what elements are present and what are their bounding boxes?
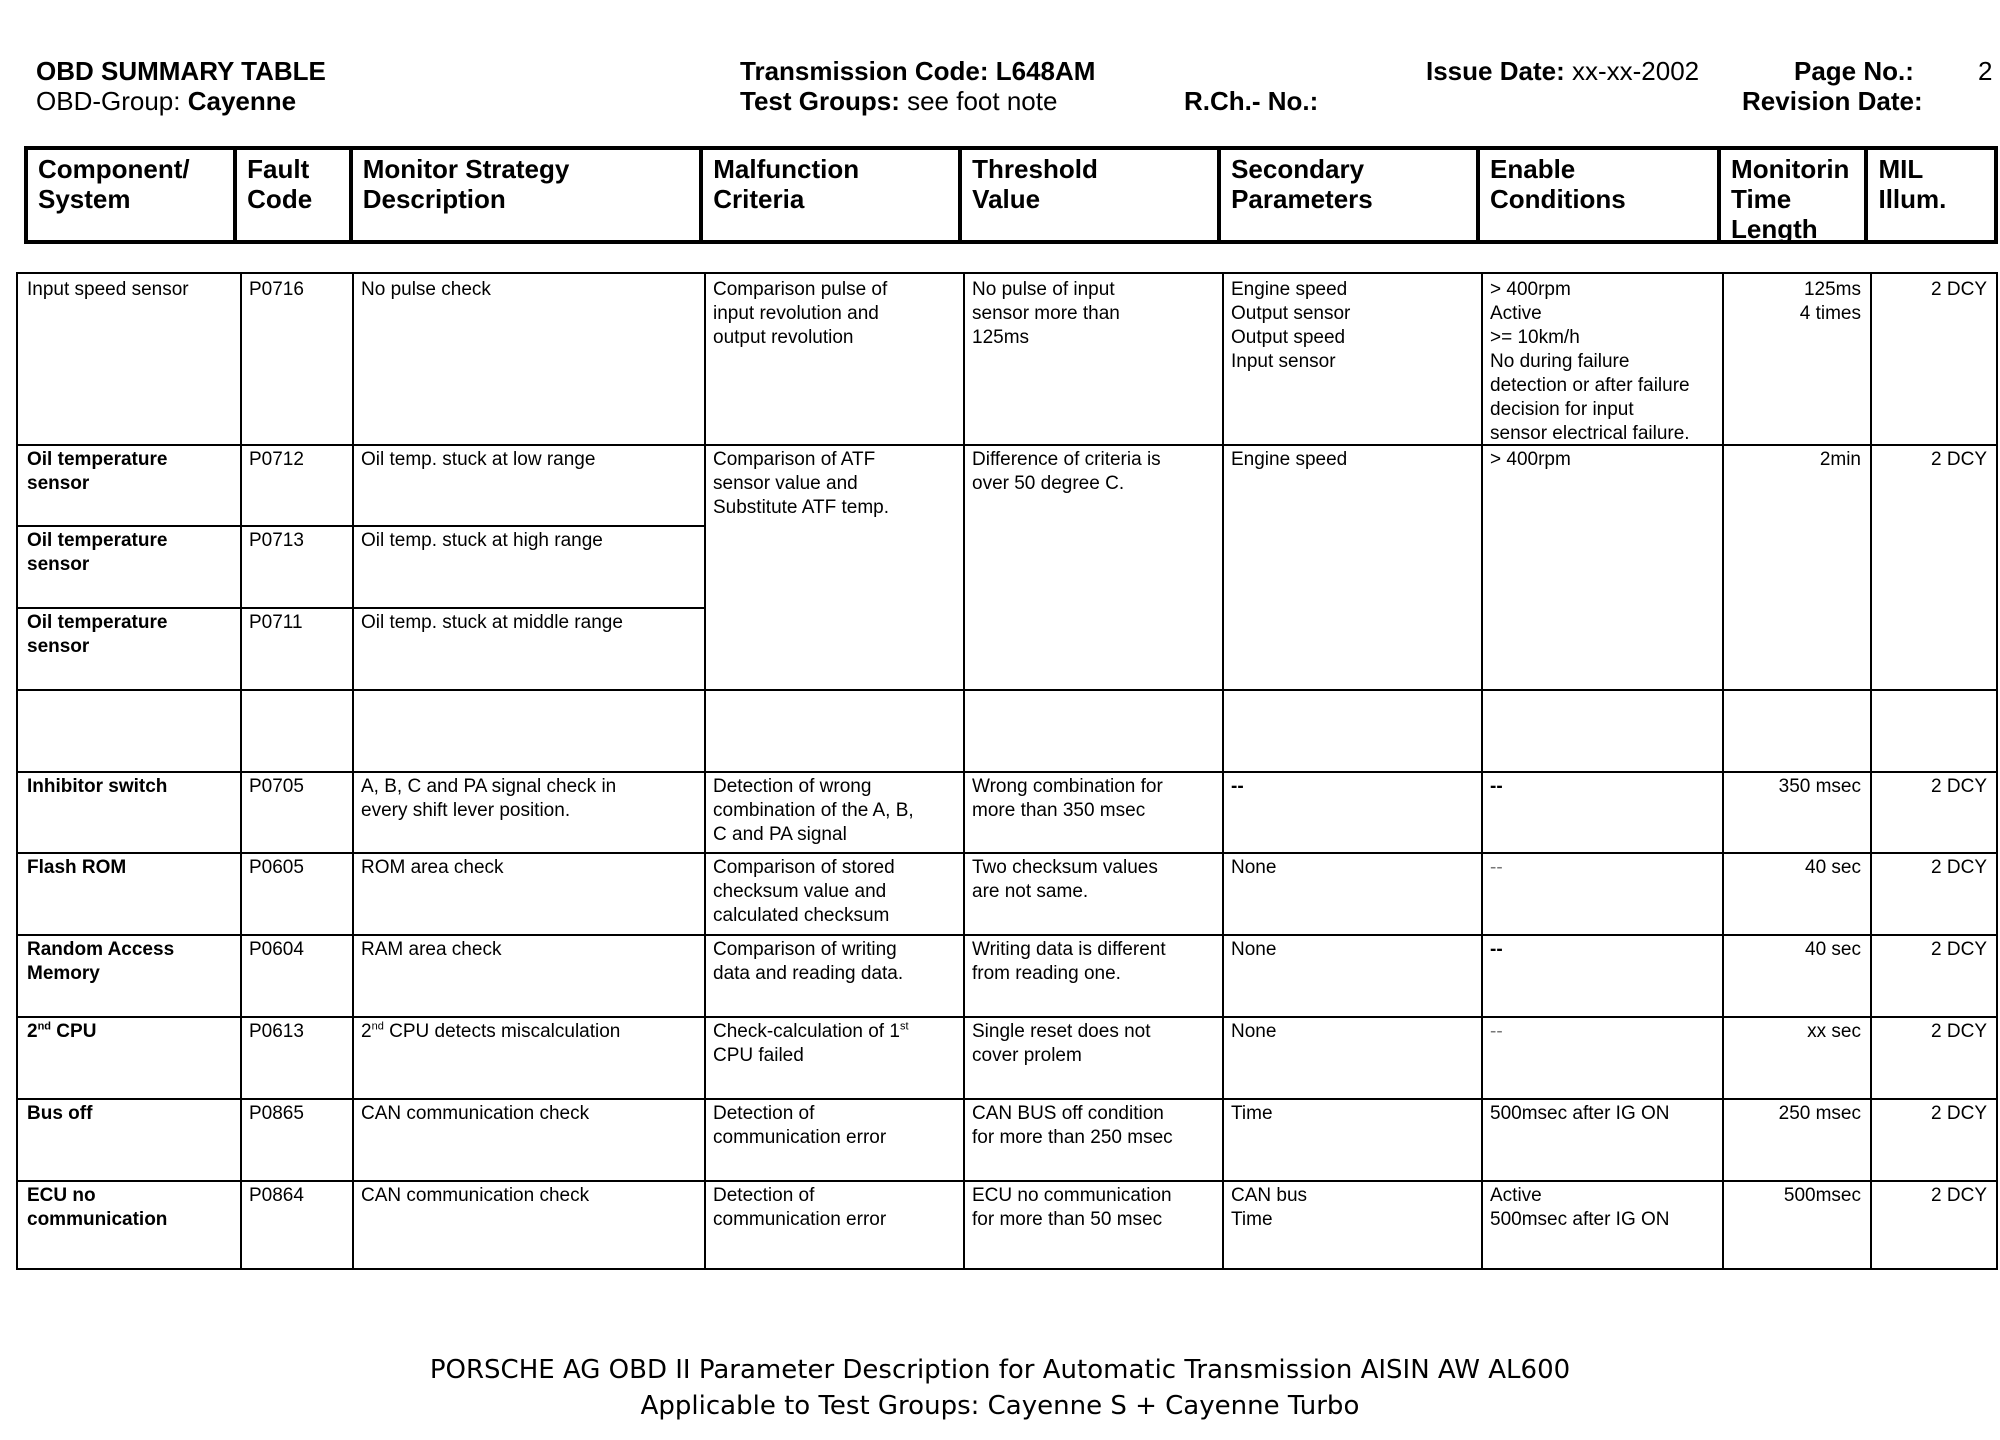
cell-monitor: RAM area check xyxy=(361,939,502,960)
issue-date-label: Issue Date: xyxy=(1426,56,1565,86)
cell-enable: -- xyxy=(1490,776,1503,797)
cell-threshold: Wrong combination for more than 350 msec xyxy=(972,776,1163,821)
cell-fault-code: P0712 xyxy=(249,449,304,470)
malfunction-ordinal-suffix: st xyxy=(899,1020,909,1033)
cell-component: Bus off xyxy=(27,1103,93,1124)
cell-malfunction xyxy=(704,1016,963,1098)
malfunction-text: Check-calculation of 1 xyxy=(713,1021,900,1042)
cell-enable: -- xyxy=(1490,939,1503,960)
test-groups-value: see foot note xyxy=(907,86,1058,116)
cell-component: ECU no communication xyxy=(27,1185,168,1230)
cell-malfunction: Comparison of writing data and reading data. xyxy=(713,939,904,984)
monitor-ordinal: 2 xyxy=(361,1021,372,1042)
cell-mil: 2 DCY xyxy=(1931,1103,1987,1124)
cell-mil: 2 DCY xyxy=(1931,449,1987,470)
cell-component: Inhibitor switch xyxy=(27,776,168,797)
cell-malfunction: Comparison of stored checksum value and calculated checksum xyxy=(713,857,895,926)
cell-secondary: -- xyxy=(1231,776,1244,797)
cell-fault-code: P0864 xyxy=(249,1185,304,1206)
col-fault-code: Fault Code xyxy=(237,150,353,240)
monitor-text: CPU detects miscalculation xyxy=(383,1021,621,1042)
cell-malfunction: Detection of wrong combination of the A, B, C and PA signal xyxy=(713,776,914,845)
cell-monitor: CAN communication check xyxy=(361,1103,590,1124)
cell-component: Oil temperature sensor xyxy=(27,612,168,657)
cell-fault-code: P0604 xyxy=(249,939,304,960)
transmission-code: Transmission Code: L648AM xyxy=(740,56,1096,86)
cell-secondary: Time xyxy=(1231,1103,1273,1124)
issue-date xyxy=(1426,56,1699,86)
page-footer xyxy=(0,1352,2000,1424)
revision-date: Revision Date: xyxy=(1742,86,1923,116)
cell-secondary: None xyxy=(1231,1021,1277,1042)
monitor-ordinal-suffix: nd xyxy=(371,1020,384,1033)
cell-time: 40 sec xyxy=(1805,939,1861,960)
cell-threshold: Difference of criteria is over 50 degree C. xyxy=(972,449,1161,494)
cpu-label: CPU xyxy=(51,1021,97,1042)
cell-enable: -- xyxy=(1490,1021,1503,1042)
col-component: Component/ System xyxy=(28,150,237,240)
col-malfunction-criteria: Malfunction Criteria xyxy=(703,150,962,240)
page-no-label: Page No.: xyxy=(1794,56,1914,86)
cell-monitor xyxy=(352,1016,704,1098)
issue-date-value: xx-xx-2002 xyxy=(1571,56,1700,86)
cell-secondary: Engine speed Output sensor Output speed Input sensor xyxy=(1231,279,1351,372)
cell-threshold: Two checksum values are not same. xyxy=(972,857,1158,902)
cell-fault-code: P0613 xyxy=(249,1021,304,1042)
cell-time: 2min xyxy=(1819,449,1861,470)
cell-monitor: A, B, C and PA signal check in every shift lever position. xyxy=(361,776,617,821)
page-no-value: 2 xyxy=(1978,56,1993,86)
footer-line-2: Applicable to Test Groups: Cayenne S + Cayenne Turbo xyxy=(640,1391,1360,1421)
cell-enable: 500msec after IG ON xyxy=(1490,1103,1670,1124)
cpu-ordinal-suffix: nd xyxy=(37,1020,52,1033)
cell-malfunction: Detection of communication error xyxy=(713,1103,887,1148)
cell-malfunction: Comparison pulse of input revolution and output revolution xyxy=(713,279,888,348)
cell-mil: 2 DCY xyxy=(1931,1021,1987,1042)
cell-threshold: Writing data is different from reading one. xyxy=(972,939,1166,984)
cell-component: Flash ROM xyxy=(27,857,127,878)
cell-monitor: ROM area check xyxy=(361,857,504,878)
cell-time: xx sec xyxy=(1807,1021,1861,1042)
cell-component xyxy=(18,1016,240,1098)
obd-group-value: Cayenne xyxy=(187,86,297,116)
cell-monitor: Oil temp. stuck at middle range xyxy=(361,612,623,633)
cell-mil: 2 DCY xyxy=(1931,1185,1987,1206)
malfunction-text-end: CPU failed xyxy=(713,1045,804,1066)
obd-group-label: OBD-Group: xyxy=(36,86,181,116)
cell-secondary: None xyxy=(1231,857,1277,878)
cell-secondary: CAN bus Time xyxy=(1231,1185,1308,1230)
cell-monitor: Oil temp. stuck at low range xyxy=(361,449,596,470)
cell-fault-code: P0865 xyxy=(249,1103,304,1124)
cell-monitor: No pulse check xyxy=(361,279,491,300)
cell-malfunction: Detection of communication error xyxy=(713,1185,887,1230)
cpu-ordinal: 2 xyxy=(27,1021,38,1042)
cell-threshold: No pulse of input sensor more than 125ms xyxy=(972,279,1120,348)
cell-enable: -- xyxy=(1490,857,1503,878)
cell-time: 350 msec xyxy=(1778,776,1861,797)
cell-component: Input speed sensor xyxy=(27,279,189,300)
cell-malfunction: Comparison of ATF sensor value and Substitute ATF temp. xyxy=(713,449,890,518)
cell-enable: Active 500msec after IG ON xyxy=(1490,1185,1670,1230)
col-monitoring-time: Monitorin Time Length xyxy=(1721,150,1868,240)
obd-group xyxy=(36,86,296,116)
cell-threshold: CAN BUS off condition for more than 250 msec xyxy=(972,1103,1173,1148)
cell-secondary: Engine speed xyxy=(1231,449,1348,470)
row-divider xyxy=(18,689,1996,691)
footer-line-1: PORSCHE AG OBD II Parameter Description for Automatic Transmission AISIN AW AL600 xyxy=(429,1355,1571,1385)
cell-monitor: CAN communication check xyxy=(361,1185,590,1206)
cell-monitor: Oil temp. stuck at high range xyxy=(361,530,603,551)
cell-threshold: ECU no communication for more than 50 msec xyxy=(972,1185,1172,1230)
cell-fault-code: P0711 xyxy=(249,612,303,633)
cell-time: 125ms 4 times xyxy=(1799,279,1861,324)
rch-number: R.Ch.- No.: xyxy=(1184,86,1319,116)
cell-mil: 2 DCY xyxy=(1931,939,1987,960)
test-groups xyxy=(740,86,1057,116)
cell-time: 500msec xyxy=(1783,1185,1861,1206)
test-groups-label: Test Groups: xyxy=(740,86,900,116)
cell-mil: 2 DCY xyxy=(1931,776,1987,797)
col-threshold-value: Threshold Value xyxy=(962,150,1221,240)
cell-time: 40 sec xyxy=(1805,857,1861,878)
document-title: OBD SUMMARY TABLE xyxy=(36,56,326,86)
cell-enable: > 400rpm xyxy=(1490,449,1571,470)
cell-secondary: None xyxy=(1231,939,1277,960)
col-monitor-strategy: Monitor Strategy Description xyxy=(353,150,704,240)
cell-fault-code: P0705 xyxy=(249,776,304,797)
cell-component: Random Access Memory xyxy=(27,939,175,984)
col-secondary-parameters: Secondary Parameters xyxy=(1221,150,1480,240)
cell-mil: 2 DCY xyxy=(1931,857,1987,878)
cell-fault-code: P0605 xyxy=(249,857,304,878)
cell-component: Oil temperature sensor xyxy=(27,530,168,575)
cell-threshold: Single reset does not cover prolem xyxy=(972,1021,1151,1066)
cell-component: Oil temperature sensor xyxy=(27,449,168,494)
col-enable-conditions: Enable Conditions xyxy=(1480,150,1721,240)
col-mil-illum: MIL Illum. xyxy=(1878,154,1947,214)
column-header-table xyxy=(24,146,1998,244)
cell-mil: 2 DCY xyxy=(1931,279,1987,300)
obd-summary-table xyxy=(16,272,1998,1270)
cell-fault-code: P0716 xyxy=(249,279,304,300)
cell-enable: > 400rpm Active >= 10km/h No during failure detection or after failure decision for input sensor electrical failure. xyxy=(1490,279,1690,444)
cell-time: 250 msec xyxy=(1778,1103,1861,1124)
cell-fault-code: P0713 xyxy=(249,530,304,551)
